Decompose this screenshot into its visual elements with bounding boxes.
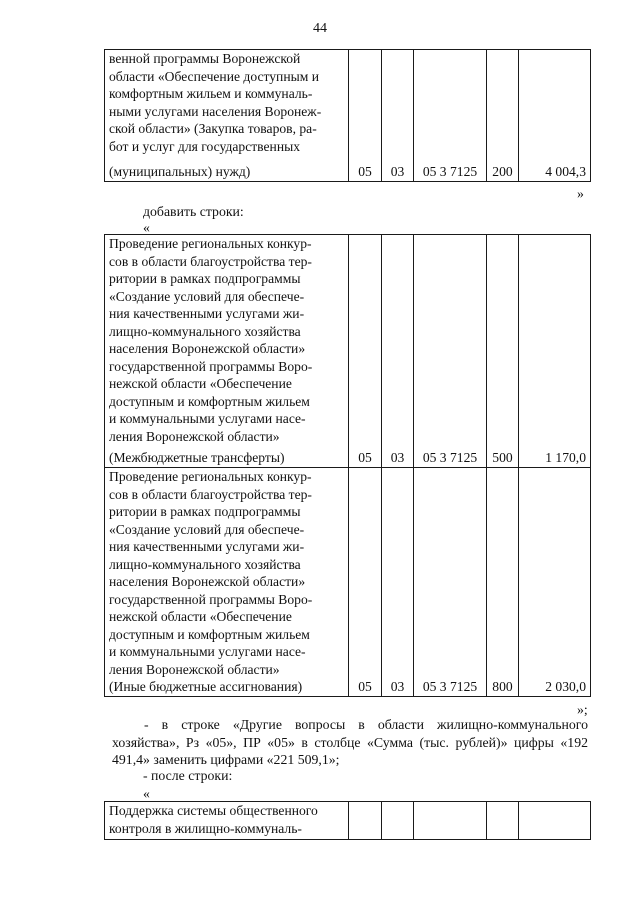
budget-table-continued [104, 49, 591, 182]
table-row [105, 468, 591, 697]
opening-quote: « [143, 786, 150, 801]
csr-cell: 05 3 7125 [414, 235, 487, 468]
instruction-paragraph [112, 716, 588, 769]
budget-table-new-rows [104, 234, 591, 697]
vr-cell: 200 [487, 50, 519, 182]
rz-cell: 05 [349, 50, 382, 182]
csr-cell [414, 802, 487, 840]
row-description-cell [105, 802, 349, 840]
row-description-last-line: (муниципальных) нужд) [109, 163, 251, 179]
row-description: Проведение региональных конкур- сов в области благоустройства тер- ритории в рамках подпрограммы «Создание условий для обеспече- ния качественными услугами жи- лищно-коммунального хозяйства населения Воронежской области» государственной программы Воро- нежской области «Обеспечение доступным и комфортным жильем и коммунальными услугами насе- ления Воронежской области» [109, 469, 313, 677]
rz-cell: 05 [349, 235, 382, 468]
table-row [105, 235, 591, 468]
vr-cell [487, 802, 519, 840]
instruction-text: - в строке «Другие вопросы в области жилищно-коммунального хозяйства», Рз «05», ПР «05» в столбце «Сумма (тыс. рублей)» цифры «192 491,4» заменить цифрами «221 509,1»; [112, 717, 588, 768]
row-description: венной программы Воронежской области «Обеспечение доступным и комфортным жильем и коммуналь- ными услугами населения Воронеж- ской области» (Закупка товаров, ра- бот и услуг для государственных [109, 51, 322, 154]
pr-cell: 03 [382, 235, 414, 468]
csr-cell: 05 3 7125 [414, 50, 487, 182]
after-row-text: - после строки: [143, 768, 233, 783]
sum-cell [519, 802, 591, 840]
budget-table-following [104, 801, 591, 840]
row-description-cell [105, 468, 349, 697]
row-description: Поддержка системы общественного контроля в жилищно-коммуналь- [109, 803, 318, 836]
csr-cell: 05 3 7125 [414, 468, 487, 697]
rz-cell [349, 802, 382, 840]
sum-cell: 1 170,0 [519, 235, 591, 468]
vr-cell: 800 [487, 468, 519, 697]
pr-cell: 03 [382, 468, 414, 697]
sum-cell: 2 030,0 [519, 468, 591, 697]
opening-quote: « [143, 220, 150, 235]
table-row [105, 802, 591, 840]
row-description-last-line: (Межбюджетные трансферты) [109, 449, 285, 465]
page-number: 44 [313, 21, 327, 36]
sum-cell: 4 004,3 [519, 50, 591, 182]
table-row [105, 50, 591, 182]
row-description-cell [105, 50, 349, 182]
rz-cell: 05 [349, 468, 382, 697]
row-description-cell [105, 235, 349, 468]
pr-cell [382, 802, 414, 840]
closing-quote: » [577, 186, 584, 201]
vr-cell: 500 [487, 235, 519, 468]
row-description: Проведение региональных конкур- сов в области благоустройства тер- ритории в рамках подпрограммы «Создание условий для обеспече- ния качественными услугами жи- лищно-коммунального хозяйства населения Воронежской области» государственной программы Воро- нежской области «Обеспечение доступным и комфортным жильем и коммунальными услугами насе- ления Воронежской области» [109, 236, 313, 444]
pr-cell: 03 [382, 50, 414, 182]
row-description-last-line: (Иные бюджетные ассигнования) [109, 678, 303, 694]
closing-quote: »; [577, 702, 588, 717]
add-rows-text: добавить строки: [143, 204, 244, 219]
